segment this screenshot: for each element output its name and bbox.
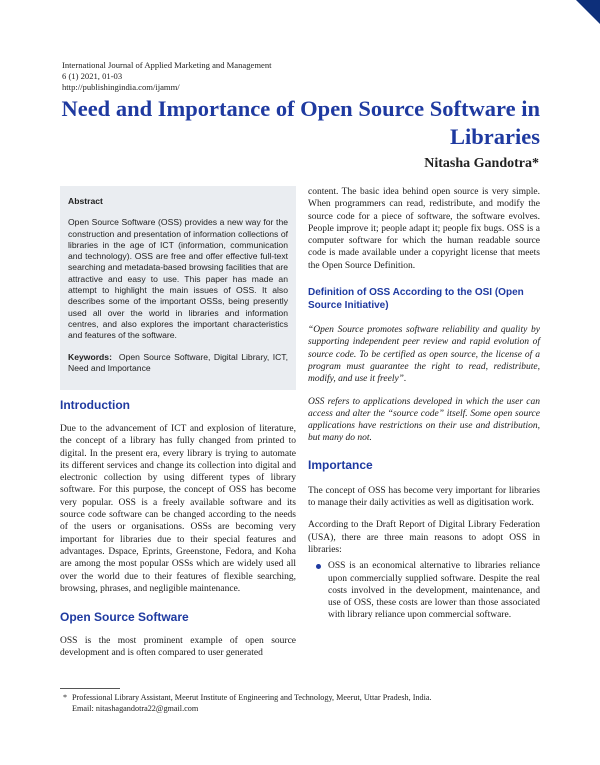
oss-heading: Open Source Software [60,610,189,625]
introduction-heading: Introduction [60,398,130,412]
footnote-mark: * [63,693,68,702]
abstract-box [60,186,296,390]
definition-note: OSS refers to applications developed in which the user can access and alter the “source code” itself. Some open source applications have restrictions on their use and distribution, but many do not. [308,396,540,444]
abstract-heading: Abstract [68,196,103,206]
importance-list [316,560,540,621]
footnote-affiliation: Professional Library Assistant, Meerut Institute of Engineering and Technology, Meerut, Uttar Pradesh, India. [72,693,432,702]
oss-continued-text: content. The basic idea behind open source is very simple. When programmers can read, redistribute, and modify the source code for a piece of software, the software evolves. People improve it; people adapt it; people fix bugs. OSS is a computer software for which the human readable source code is made available under a copyright license that meets the Open Source Definition. [308,187,540,271]
corner-triangle-decoration [576,0,600,24]
introduction-text: Due to the advancement of ICT and explosion of literature, the concept of a library has fully changed from printed to digital. In the present era, every library is trying to automate its different services and change its collection into digital and electronic collection by using different types of library software. For this purpose, the concept of OSS has become very popular. OSS is a freely available software and its source code software can be changed according to the needs of the users or organisations. OSSs are becoming very important for libraries due to their special features and advantages. Dspace, Eprints, Greenstone, Fedora, and Koha are among the most popular OSSs which are widely used all over the world due to their features of flexible searching, browsing, phrases, and negligible maintenance. [60,424,296,594]
footnote-divider [60,688,120,689]
journal-name: International Journal of Applied Marketing and Management [62,60,272,70]
footnote [63,692,542,714]
paper-title: Need and Importance of Open Source Software in Libraries [61,96,540,149]
list-item-text: OSS is an economical alternative to libraries reliance upon commercially supplied software. Despite the real costs involved in the development, maintenance, and use of OSS, these costs are lower than those associated with library reliance upon commercial software. [328,561,540,621]
importance-para-2: According to the Draft Report of Digital Library Federation (USA), there are three main reasons to adopt OSS in libraries: [308,520,540,555]
keywords [68,352,288,375]
list-item [316,560,540,621]
left-column [60,398,296,660]
journal-issue: 6 (1) 2021, 01-03 [62,71,123,81]
author-name: Nitasha Gandotra* [424,156,539,171]
importance-heading: Importance [308,457,373,472]
journal-url[interactable]: http://publishingindia.com/ijamm/ [62,82,180,92]
keywords-label: Keywords: [68,351,112,362]
definition-heading: Definition of OSS According to the OSI (Open Source Initiative) [308,287,524,312]
oss-text: OSS is the most prominent example of open source development and is often compared to user generated [60,636,296,659]
bullet-icon [316,564,321,569]
footnote-email[interactable]: Email: nitashagandotra22@gmail.com [72,704,199,713]
importance-para-1: The concept of OSS has become very important for libraries to manage their daily activities as well as digitisation work. [308,485,540,509]
abstract-text: Open Source Software (OSS) provides a new way for the construction and presentation of information collections of libraries in the age of ICT (information, communication and technology). OSS are free and offer effective full-text searching and metadata-based browsing facilities that are attractive and easy to use. This paper has made an attempt to highlight the main issues of OSS. It also describes some of the important OSSs, being presently used all over the world in libraries and information centres, and also explores the important characteristics and features of the software. [68,217,288,341]
keywords-text: Open Source Software, Digital Library, ICT, Need and Importance [68,351,288,373]
right-column [308,186,540,622]
definition-quote: “Open Source promotes software reliability and quality by supporting independent peer review and rapid evolution of source code. To be certified as open source, the license of a program must guarantee the right to read, redistribute, modify, and use it freely”. [308,325,540,385]
journal-info [62,60,272,93]
